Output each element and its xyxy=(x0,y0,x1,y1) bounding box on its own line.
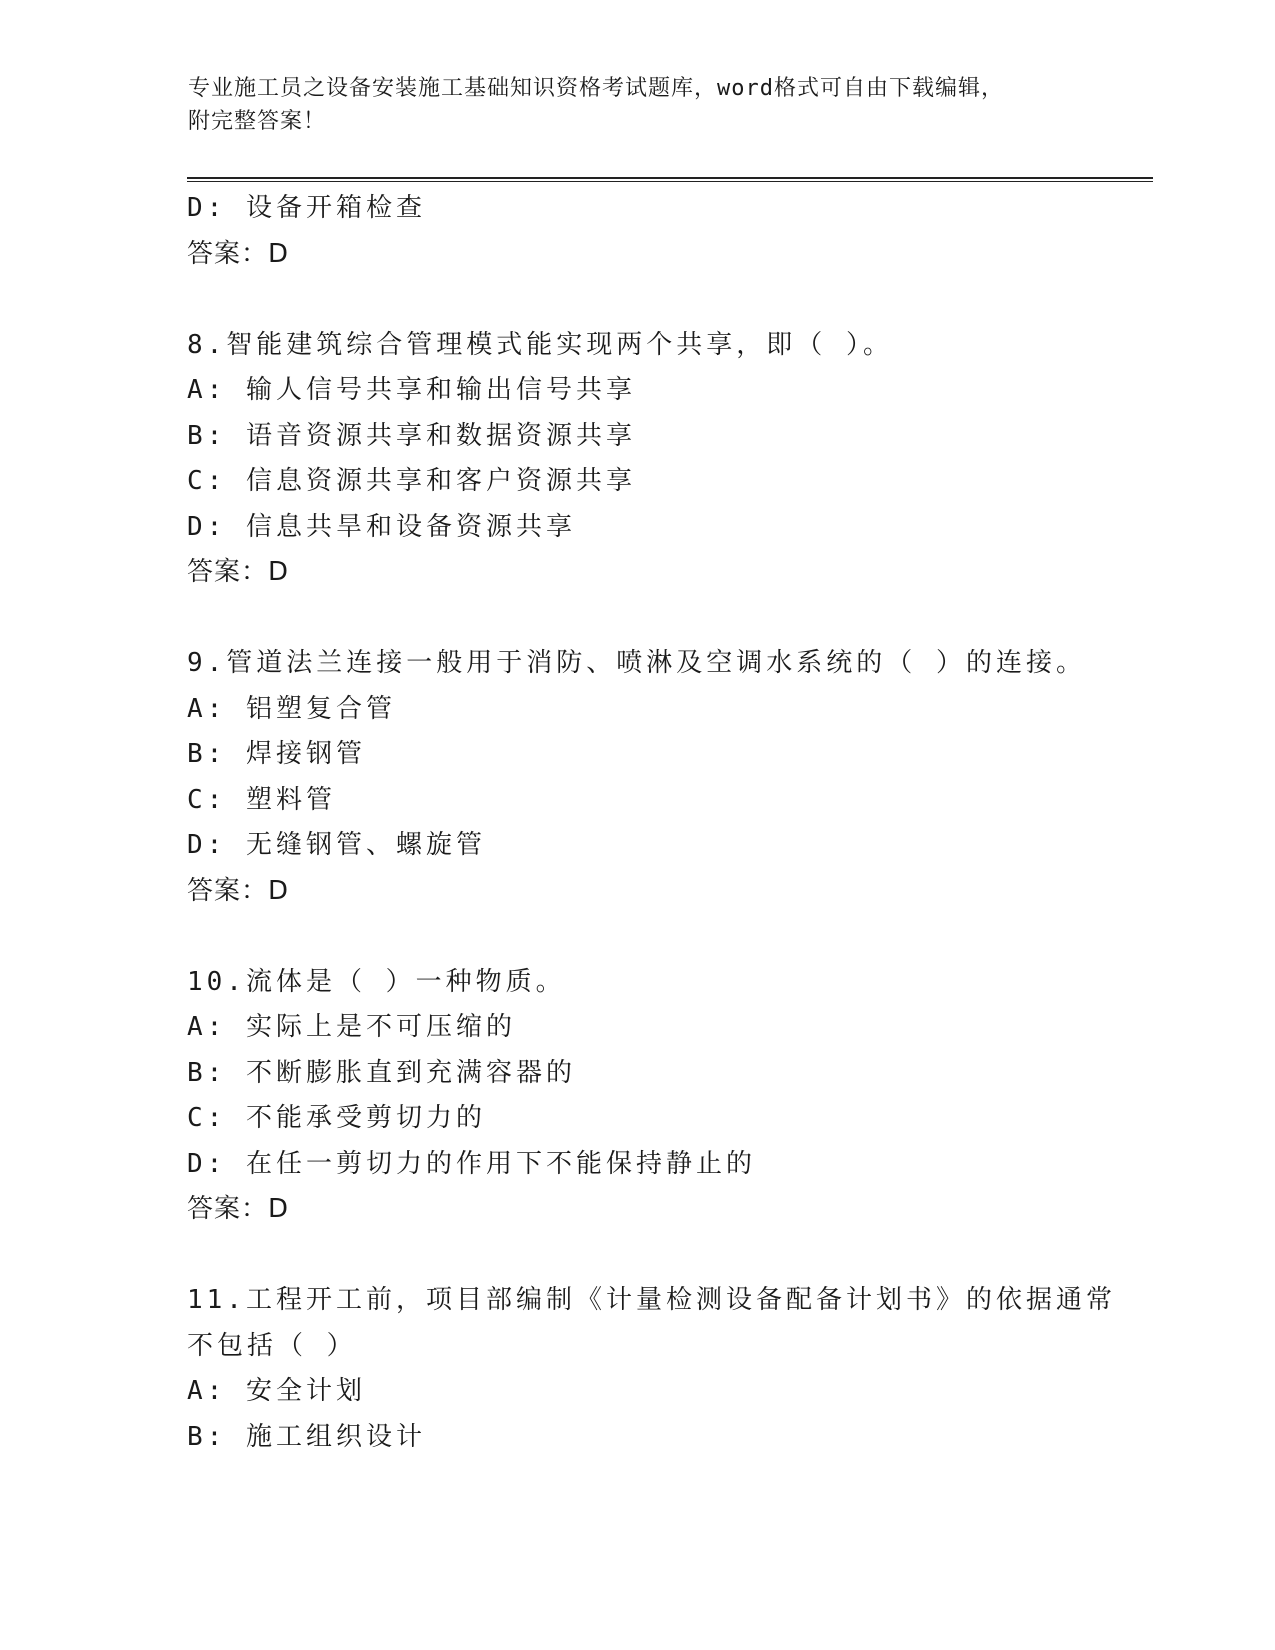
option-a: A: 铝塑复合管 xyxy=(187,693,396,724)
spacer xyxy=(187,1233,1087,1279)
option-b: B: 施工组织设计 xyxy=(187,1421,426,1452)
answer-key: 答案：D xyxy=(187,238,290,269)
option-b: B: 语音资源共享和数据资源共享 xyxy=(187,420,636,451)
answer-key: 答案：D xyxy=(187,1194,290,1224)
answer-key: 答案：D xyxy=(187,557,290,587)
option-c: C: 塑料管 xyxy=(187,784,336,815)
question-title: 8.智能建筑综合管理模式能实现两个共享，即（ ）。 xyxy=(187,329,893,360)
question-title: 9.管道法兰连接一般用于消防、喷淋及空调水系统的（ ）的连接。 xyxy=(187,648,1086,678)
option-d: D: 信息共旱和设备资源共享 xyxy=(187,511,576,542)
question-title-line-1: 11.工程开工前，项目部编制《计量检测设备配备计划书》的依据通常 xyxy=(187,1285,1116,1315)
answer-key: 答案：D xyxy=(187,875,290,906)
document-header xyxy=(188,72,1068,138)
option-d: D: 设备开箱检查 xyxy=(187,193,426,223)
question-9 xyxy=(187,641,1087,914)
header-line-2: 附完整答案！ xyxy=(188,109,327,134)
question-list xyxy=(187,186,1116,1460)
spacer xyxy=(187,914,1087,960)
question-11 xyxy=(187,1278,1116,1460)
question-8 xyxy=(187,323,1087,596)
option-c: C: 信息资源共享和客户资源共享 xyxy=(187,466,636,496)
option-b: B: 不断膨胀直到充满容器的 xyxy=(187,1057,576,1088)
option-c: C: 不能承受剪切力的 xyxy=(187,1103,486,1133)
option-d: D: 无缝钢管、螺旋管 xyxy=(187,830,486,860)
question-title: 10.流体是（ ）一种物质。 xyxy=(187,966,566,997)
spacer xyxy=(187,277,1087,323)
question-10 xyxy=(187,960,1087,1233)
option-a: A: 安全计划 xyxy=(187,1376,366,1406)
option-a: A: 实际上是不可压缩的 xyxy=(187,1012,516,1042)
option-b: B: 焊接钢管 xyxy=(187,739,366,769)
option-d: D: 在任一剪切力的作用下不能保持静止的 xyxy=(187,1148,756,1179)
header-divider xyxy=(187,177,1153,182)
spacer xyxy=(187,596,1087,642)
option-a: A: 输人信号共享和输出信号共享 xyxy=(187,375,636,405)
header-line-1: 专业施工员之设备安装施工基础知识资格考试题库，word格式可自由下载编辑， xyxy=(188,76,1004,101)
question-title-line-2: 不包括（ ） xyxy=(187,1330,357,1361)
